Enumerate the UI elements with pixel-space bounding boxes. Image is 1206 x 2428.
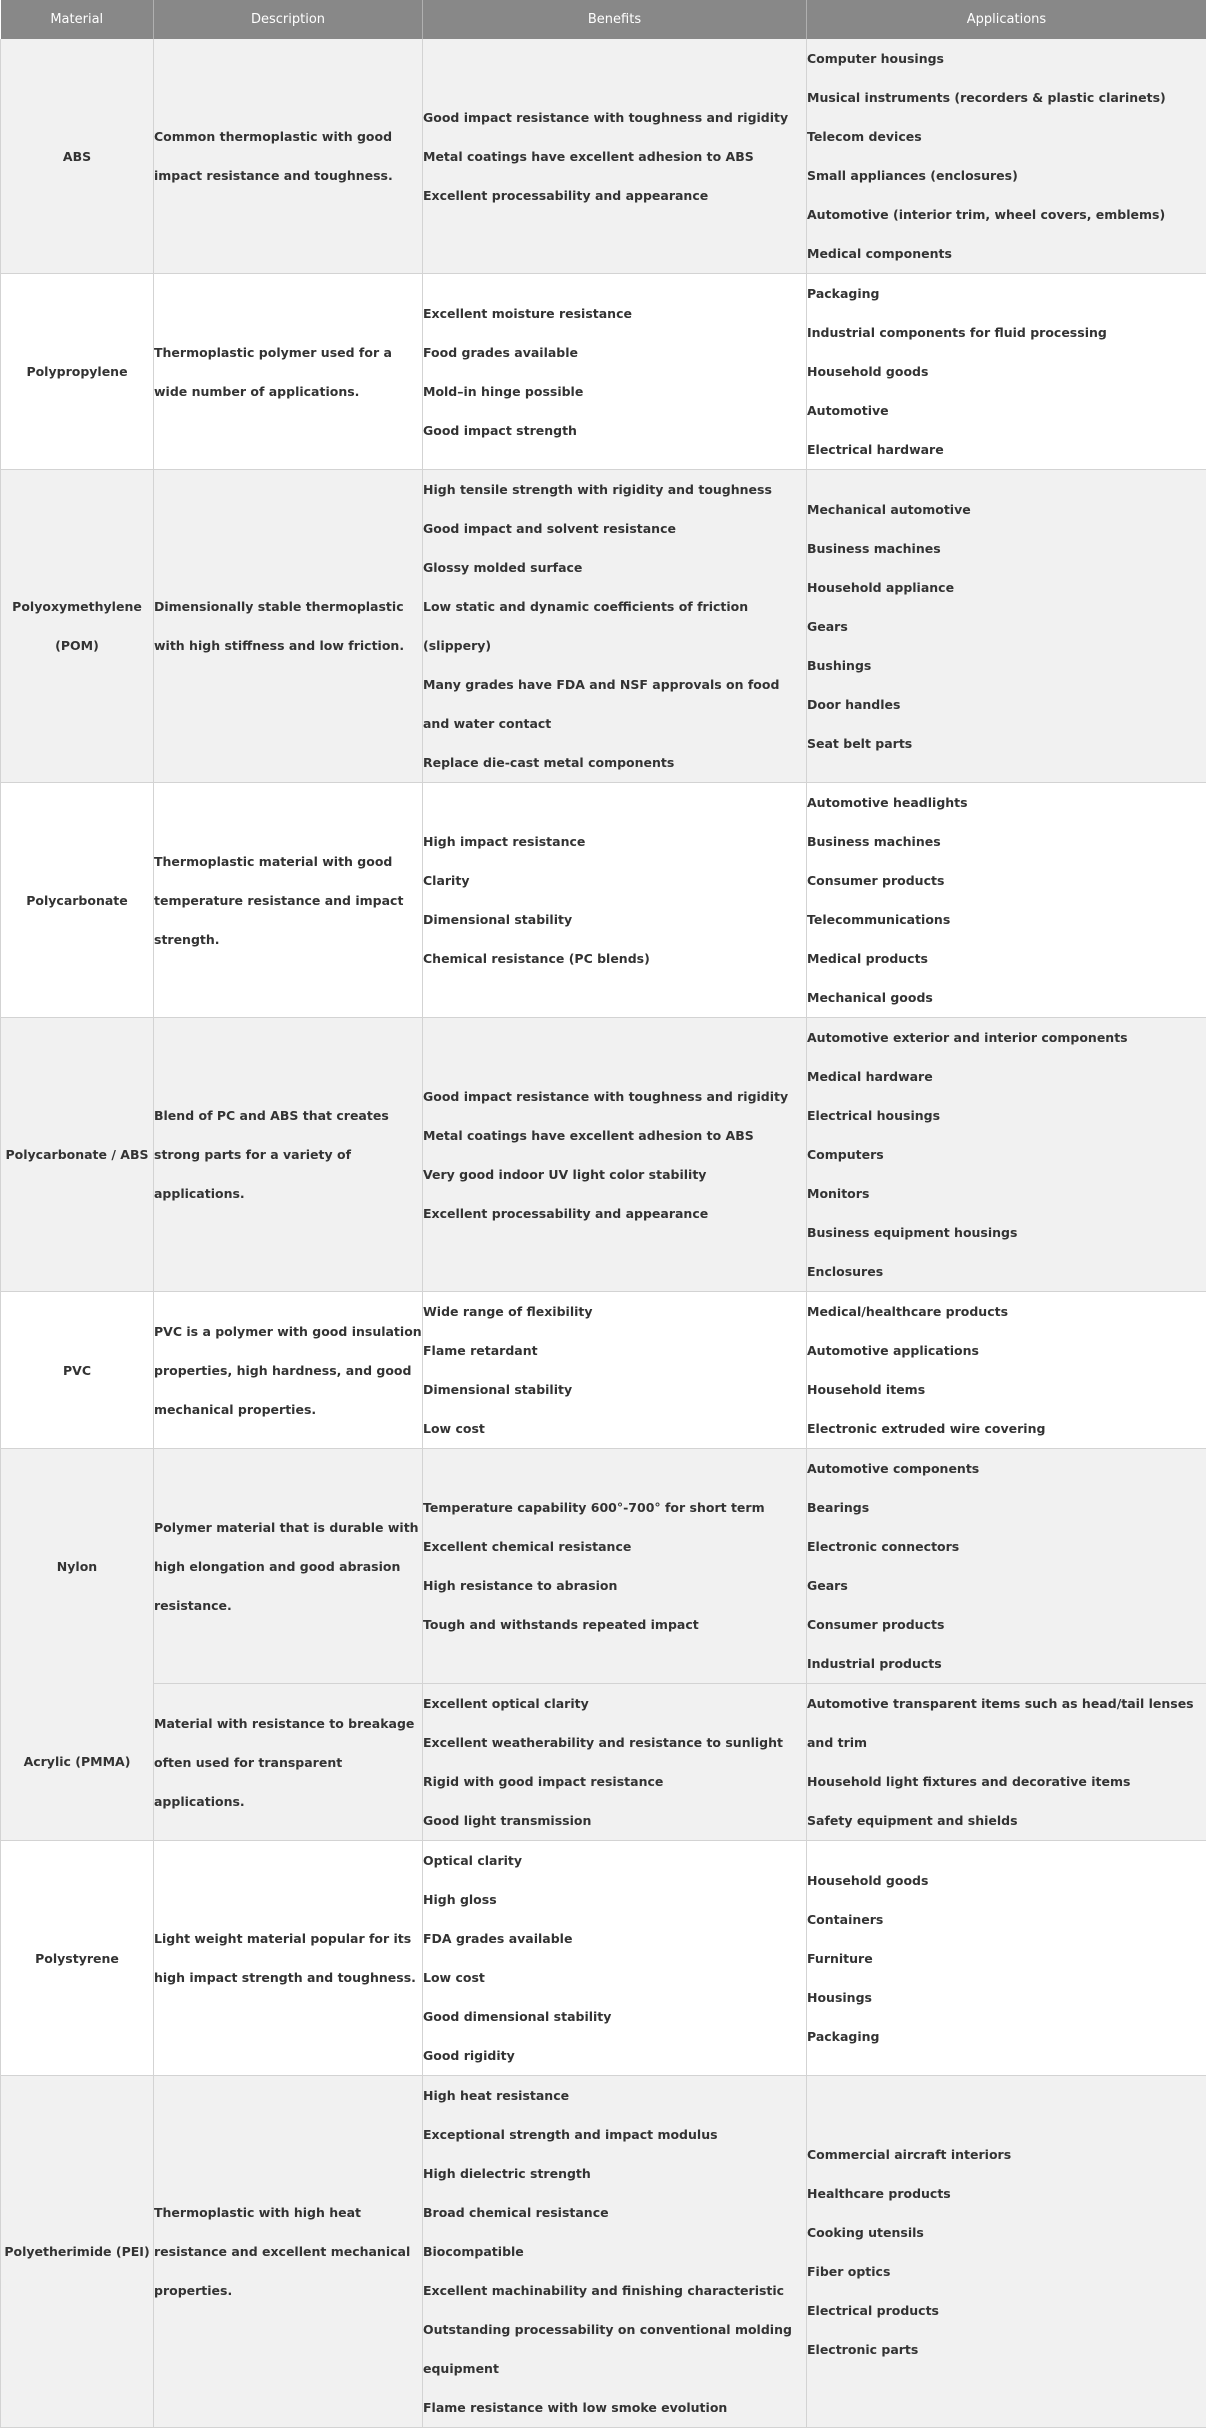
table-row [1,1018,1206,1292]
benefit-item: Glossy molded surface [423,548,806,587]
benefit-item: Good impact resistance with toughness and rigidity [423,1077,806,1116]
application-item: Bearings [807,1488,1206,1527]
application-item: Household light fixtures and decorative items [807,1762,1206,1801]
benefits-cell [423,1684,807,1841]
table-row [1,1684,1206,1841]
benefit-item: Clarity [423,861,806,900]
material-description: Thermoplastic with high heat resistance and excellent mechanical properties. [154,2076,423,2428]
application-item: Packaging [807,2017,1206,2056]
application-item: Household goods [807,1861,1206,1900]
benefit-item: Replace die-cast metal components [423,743,806,782]
application-item: Safety equipment and shields [807,1801,1206,1840]
benefits-list [423,822,806,978]
application-item: Automotive [807,391,1206,430]
applications-cell [807,274,1206,470]
benefit-item: Very good indoor UV light color stability [423,1155,806,1194]
benefit-item: High gloss [423,1880,806,1919]
benefits-cell [423,274,807,470]
material-description: Material with resistance to breakage often used for transparent applications. [154,1684,423,1841]
application-item: Business equipment housings [807,1213,1206,1252]
benefit-item: Wide range of flexibility [423,1292,806,1331]
material-description: Thermoplastic material with good temperature resistance and impact strength. [154,783,423,1018]
application-item: Healthcare products [807,2174,1206,2213]
benefit-item: Excellent moisture resistance [423,294,806,333]
table-row [1,2076,1206,2428]
benefits-cell [423,2076,807,2428]
applications-cell [807,1841,1206,2076]
benefits-cell [423,1841,807,2076]
application-item: Cooking utensils [807,2213,1206,2252]
benefit-item: Good light transmission [423,1801,806,1840]
application-item: Automotive transparent items such as head/tail lenses and trim [807,1684,1206,1762]
application-item: Containers [807,1900,1206,1939]
application-item: Enclosures [807,1252,1206,1291]
benefit-item: Many grades have FDA and NSF approvals on food and water contact [423,665,806,743]
benefits-cell [423,470,807,783]
benefit-item: Excellent optical clarity [423,1684,806,1723]
benefit-item: Mold–in hinge possible [423,372,806,411]
benefit-item: High dielectric strength [423,2154,806,2193]
table-row [1,274,1206,470]
benefit-item: Good rigidity [423,2036,806,2075]
application-item: Packaging [807,274,1206,313]
application-item: Electrical products [807,2291,1206,2330]
application-item: Door handles [807,685,1206,724]
application-item: Mechanical automotive [807,490,1206,529]
table-row [1,1841,1206,2076]
material-name: Polyetherimide (PEI) [1,2076,154,2428]
benefit-item: Excellent processability and appearance [423,1194,806,1233]
header-material: Material [1,0,154,39]
benefit-item: Chemical resistance (PC blends) [423,939,806,978]
material-description: Dimensionally stable thermoplastic with high stiffness and low friction. [154,470,423,783]
applications-cell [807,1292,1206,1449]
benefits-list [423,1488,806,1644]
material-name: PVC [1,1292,154,1449]
application-item: Commercial aircraft interiors [807,2135,1206,2174]
application-item: Mechanical goods [807,978,1206,1017]
applications-list [807,1861,1206,2056]
application-item: Automotive components [807,1449,1206,1488]
benefit-item: Low cost [423,1409,806,1448]
material-description: Light weight material popular for its high impact strength and toughness. [154,1841,423,2076]
application-item: Consumer products [807,1605,1206,1644]
benefits-list [423,1841,806,2075]
applications-list [807,1449,1206,1683]
applications-list [807,1684,1206,1840]
applications-list [807,490,1206,763]
application-item: Medical components [807,234,1206,273]
benefit-item: Rigid with good impact resistance [423,1762,806,1801]
application-item: Monitors [807,1174,1206,1213]
table-body [1,39,1206,2428]
benefits-cell [423,39,807,274]
benefits-cell [423,1449,807,1684]
application-item: Automotive (interior trim, wheel covers, emblems) [807,195,1206,234]
material-description: Common thermoplastic with good impact resistance and toughness. [154,39,423,274]
benefits-list [423,2076,806,2427]
benefit-item: High resistance to abrasion [423,1566,806,1605]
benefits-list [423,294,806,450]
application-item: Electrical hardware [807,430,1206,469]
application-item: Gears [807,607,1206,646]
applications-list [807,39,1206,273]
benefits-cell [423,1018,807,1292]
benefits-list [423,1292,806,1448]
table-row [1,39,1206,274]
benefit-item: Dimensional stability [423,900,806,939]
benefit-item: Good impact strength [423,411,806,450]
benefit-item: Flame resistance with low smoke evolution [423,2388,806,2427]
material-name: Polypropylene [1,274,154,470]
application-item: Housings [807,1978,1206,2017]
application-item: Medical/healthcare products [807,1292,1206,1331]
application-item: Automotive exterior and interior components [807,1018,1206,1057]
header-description: Description [154,0,423,39]
applications-cell [807,470,1206,783]
applications-cell [807,2076,1206,2428]
material-description: Thermoplastic polymer used for a wide number of applications. [154,274,423,470]
benefit-item: Temperature capability 600°-700° for short term [423,1488,806,1527]
header-benefits: Benefits [423,0,807,39]
application-item: Gears [807,1566,1206,1605]
application-item: Household items [807,1370,1206,1409]
material-name: Nylon [1,1449,154,1684]
material-description: PVC is a polymer with good insulation properties, high hardness, and good mechanical properties. [154,1292,423,1449]
applications-list [807,274,1206,469]
benefit-item: Excellent weatherability and resistance to sunlight [423,1723,806,1762]
benefit-item: Exceptional strength and impact modulus [423,2115,806,2154]
benefit-item: Metal coatings have excellent adhesion to ABS [423,1116,806,1155]
benefit-item: Low cost [423,1958,806,1997]
material-description: Blend of PC and ABS that creates strong parts for a variety of applications. [154,1018,423,1292]
application-item: Small appliances (enclosures) [807,156,1206,195]
benefits-list [423,470,806,782]
benefit-item: Good dimensional stability [423,1997,806,2036]
table-header-row [1,0,1206,39]
application-item: Musical instruments (recorders & plastic clarinets) [807,78,1206,117]
applications-cell [807,783,1206,1018]
benefit-item: FDA grades available [423,1919,806,1958]
benefit-item: Optical clarity [423,1841,806,1880]
application-item: Automotive applications [807,1331,1206,1370]
application-item: Fiber optics [807,2252,1206,2291]
applications-cell [807,1684,1206,1841]
application-item: Industrial products [807,1644,1206,1683]
applications-cell [807,39,1206,274]
application-item: Household appliance [807,568,1206,607]
applications-list [807,1018,1206,1291]
application-item: Telecommunications [807,900,1206,939]
benefits-list [423,1684,806,1840]
application-item: Business machines [807,529,1206,568]
benefits-list [423,1077,806,1233]
material-name: Polyoxymethylene (POM) [1,470,154,783]
benefits-cell [423,1292,807,1449]
benefits-list [423,98,806,215]
application-item: Computers [807,1135,1206,1174]
material-name: Polystyrene [1,1841,154,2076]
benefit-item: Dimensional stability [423,1370,806,1409]
application-item: Automotive headlights [807,783,1206,822]
benefit-item: Excellent processability and appearance [423,176,806,215]
applications-list [807,783,1206,1017]
benefit-item: Outstanding processability on conventional molding equipment [423,2310,806,2388]
table-row [1,470,1206,783]
benefit-item: Good impact and solvent resistance [423,509,806,548]
benefit-item: Good impact resistance with toughness and rigidity [423,98,806,137]
benefit-item: High heat resistance [423,2076,806,2115]
material-name: ABS [1,39,154,274]
table-row [1,1292,1206,1449]
application-item: Seat belt parts [807,724,1206,763]
benefit-item: Excellent chemical resistance [423,1527,806,1566]
application-item: Computer housings [807,39,1206,78]
benefit-item: Flame retardant [423,1331,806,1370]
benefits-cell [423,783,807,1018]
application-item: Electronic extruded wire covering [807,1409,1206,1448]
benefit-item: Metal coatings have excellent adhesion to ABS [423,137,806,176]
table-row [1,1449,1206,1684]
material-name: Acrylic (PMMA) [1,1684,154,1841]
application-item: Household goods [807,352,1206,391]
application-item: Electrical housings [807,1096,1206,1135]
application-item: Medical products [807,939,1206,978]
benefit-item: High tensile strength with rigidity and toughness [423,470,806,509]
application-item: Bushings [807,646,1206,685]
material-name: Polycarbonate / ABS [1,1018,154,1292]
table-row [1,783,1206,1018]
header-applications: Applications [807,0,1206,39]
application-item: Consumer products [807,861,1206,900]
applications-list [807,1292,1206,1448]
benefit-item: Broad chemical resistance [423,2193,806,2232]
application-item: Telecom devices [807,117,1206,156]
application-item: Business machines [807,822,1206,861]
material-description: Polymer material that is durable with high elongation and good abrasion resistance. [154,1449,423,1684]
benefit-item: High impact resistance [423,822,806,861]
application-item: Medical hardware [807,1057,1206,1096]
benefit-item: Low static and dynamic coefficients of friction (slippery) [423,587,806,665]
benefit-item: Tough and withstands repeated impact [423,1605,806,1644]
benefit-item: Food grades available [423,333,806,372]
material-name: Polycarbonate [1,783,154,1018]
applications-cell [807,1018,1206,1292]
application-item: Electronic connectors [807,1527,1206,1566]
application-item: Electronic parts [807,2330,1206,2369]
application-item: Furniture [807,1939,1206,1978]
application-item: Industrial components for fluid processing [807,313,1206,352]
benefit-item: Excellent machinability and finishing characteristic [423,2271,806,2310]
applications-list [807,2135,1206,2369]
benefit-item: Biocompatible [423,2232,806,2271]
applications-cell [807,1449,1206,1684]
